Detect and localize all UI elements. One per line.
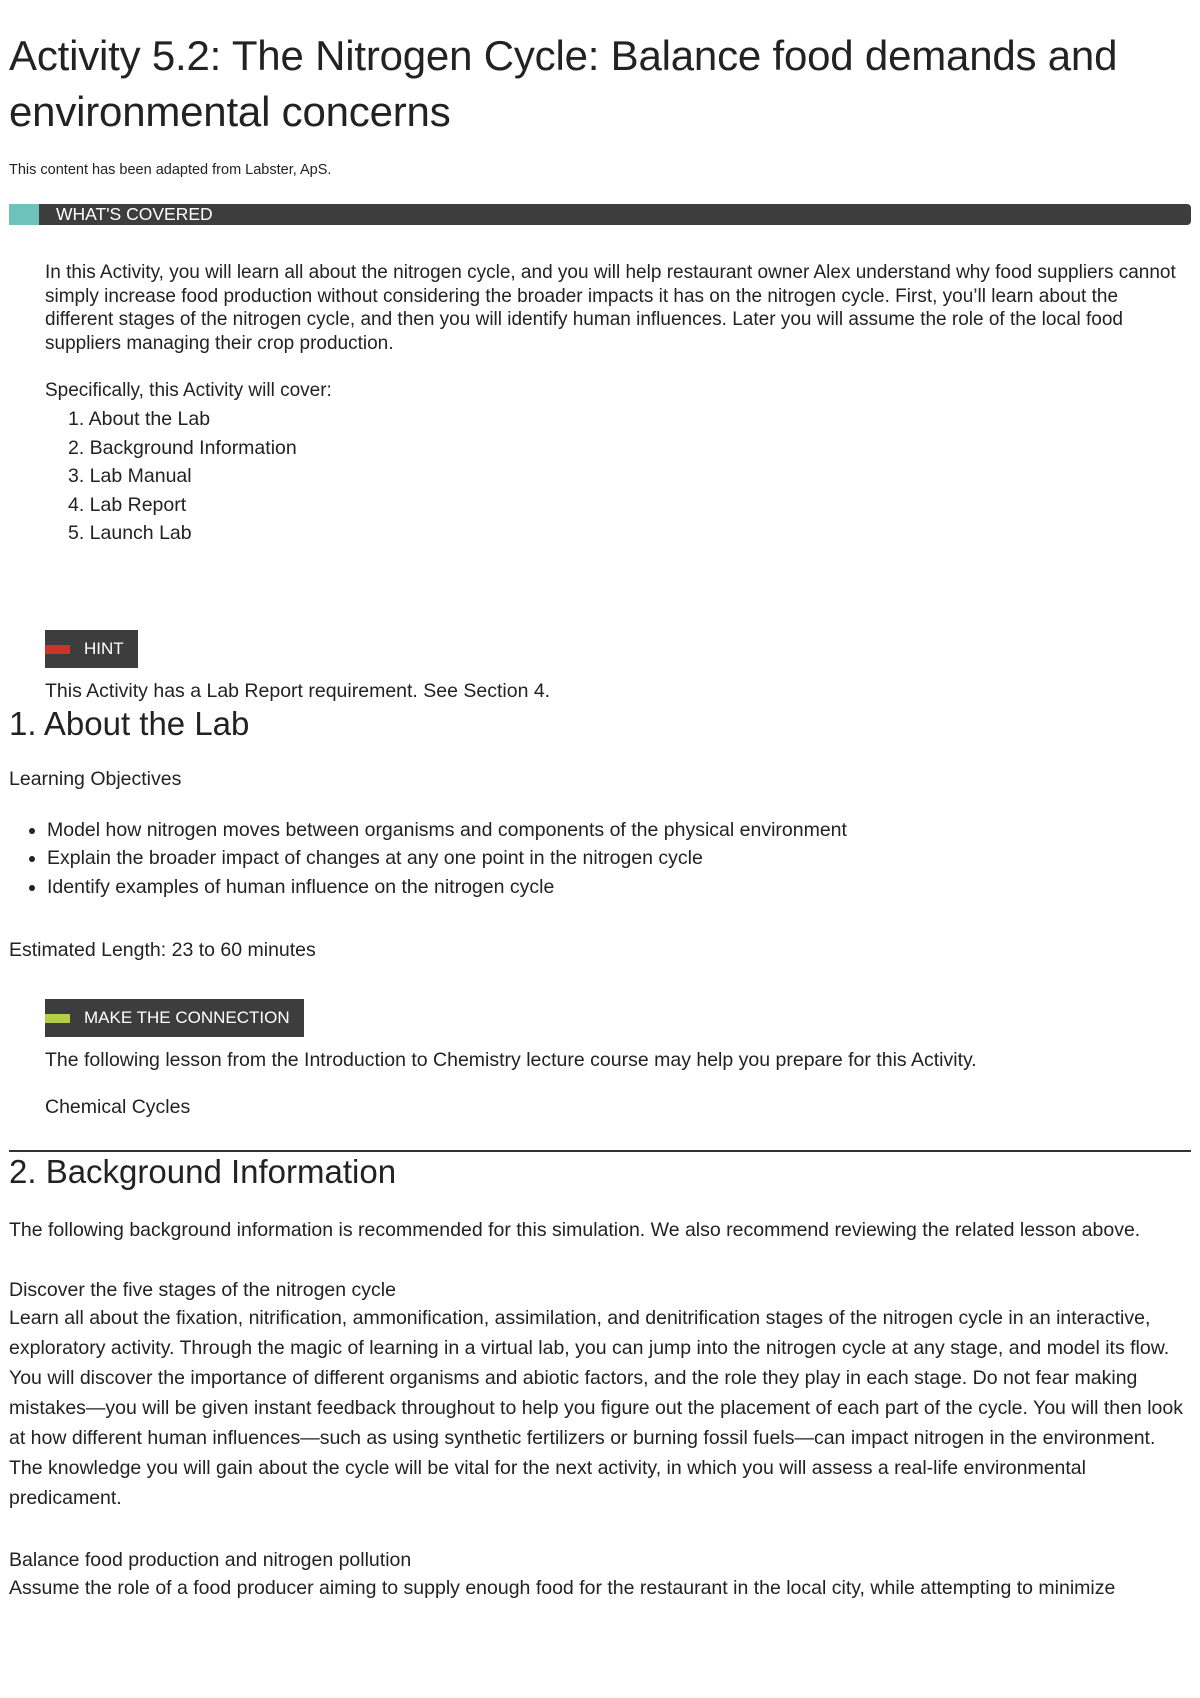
cover-list-intro: Specifically, this Activity will cover: [45, 380, 332, 401]
cover-list-item[interactable]: 4. Lab Report [68, 493, 187, 516]
balance-production-paragraph: Assume the role of a food producer aiming to supply enough food for the restaurant in the local city, while attempting to minimize [9, 1577, 1116, 1599]
chemical-cycles-link[interactable]: Chemical Cycles [45, 1096, 191, 1118]
objective-item: • Identify examples of human influence on the nitrogen cycle [47, 873, 1191, 902]
balance-production-heading: Balance food production and nitrogen pollution [9, 1549, 412, 1571]
background-intro: The following background information is recommended for this simulation. We also recommend reviewing the related lesson above. [9, 1219, 1141, 1241]
make-connection-callout-label [45, 999, 304, 1037]
source-note: This content has been adapted from Labster, ApS. [9, 162, 332, 178]
cover-list-item[interactable]: 2. Background Information [68, 436, 297, 459]
cover-list-item[interactable]: 5. Launch Lab [68, 522, 192, 544]
whats-covered-label: WHAT'S COVERED [56, 204, 213, 224]
section-background-heading: 2. Background Information [9, 1153, 397, 1190]
make-connection-label: MAKE THE CONNECTION [84, 1008, 290, 1027]
objective-item: • Model how nitrogen moves between organisms and components of the physical environment [47, 816, 1191, 845]
learning-objectives-heading: Learning Objectives [9, 767, 182, 790]
objective-item: • Explain the broader impact of changes at any one point in the nitrogen cycle [47, 844, 1191, 873]
whats-covered-intro: In this Activity, you will learn all about the nitrogen cycle, and you will help restaurant owner Alex understand why food suppliers cannot simply increase food production without considering the broader impacts it has on the nitrogen cycle. First, you’ll learn about the different stages of the nitrogen cycle, and then you will identify human influences. Later you will assume the role of the local food suppliers managing their crop production. [45, 262, 1176, 354]
make-connection-accent [45, 1014, 70, 1023]
nitrogen-stages-heading: Discover the five stages of the nitrogen cycle [9, 1279, 396, 1301]
document-page [9, 0, 1191, 1603]
whats-covered-body [45, 261, 1177, 704]
whats-covered-banner [9, 204, 1191, 225]
estimated-length: Estimated Length: 23 to 60 minutes [9, 939, 316, 961]
make-connection-text: The following lesson from the Introduction to Chemistry lecture course may help you prepare for this Activity. [45, 1049, 977, 1071]
page-title: Activity 5.2: The Nitrogen Cycle: Balance food demands and environmental concerns [9, 32, 1118, 135]
cover-list [45, 405, 1177, 548]
learning-objectives-list [9, 816, 1191, 902]
section-about-lab-heading: 1. About the Lab [9, 704, 250, 742]
hint-text: This Activity has a Lab Report requirement. See Section 4. [45, 679, 551, 702]
hint-label: HINT [84, 638, 124, 658]
cover-list-item[interactable]: 1. About the Lab [68, 408, 211, 430]
nitrogen-stages-paragraph: Learn all about the fixation, nitrification, ammonification, assimilation, and denitrification stages of the nitrogen cycle in an interactive, exploratory activity. Through the magic of learning in a virtual lab, you can jump into the nitrogen cycle at any stage, and model its flow. You will discover the importance of different organisms and abiotic factors, and the role they play in each stage. Do not fear making mistakes—you will be given instant feedback throughout to help you figure out the placement of each part of the cycle. You will then look at how different human influences—such as using synthetic fertilizers or burning fossil fuels—can impact nitrogen in the environment. The knowledge you will gain about the cycle will be vital for the next activity, in which you will assess a real-life environmental predicament. [9, 1307, 1183, 1509]
hint-accent [45, 645, 70, 654]
hint-callout-label [45, 630, 138, 668]
cover-list-item[interactable]: 3. Lab Manual [68, 465, 192, 487]
whats-covered-accent [9, 204, 39, 225]
make-connection-body [45, 963, 1177, 1120]
